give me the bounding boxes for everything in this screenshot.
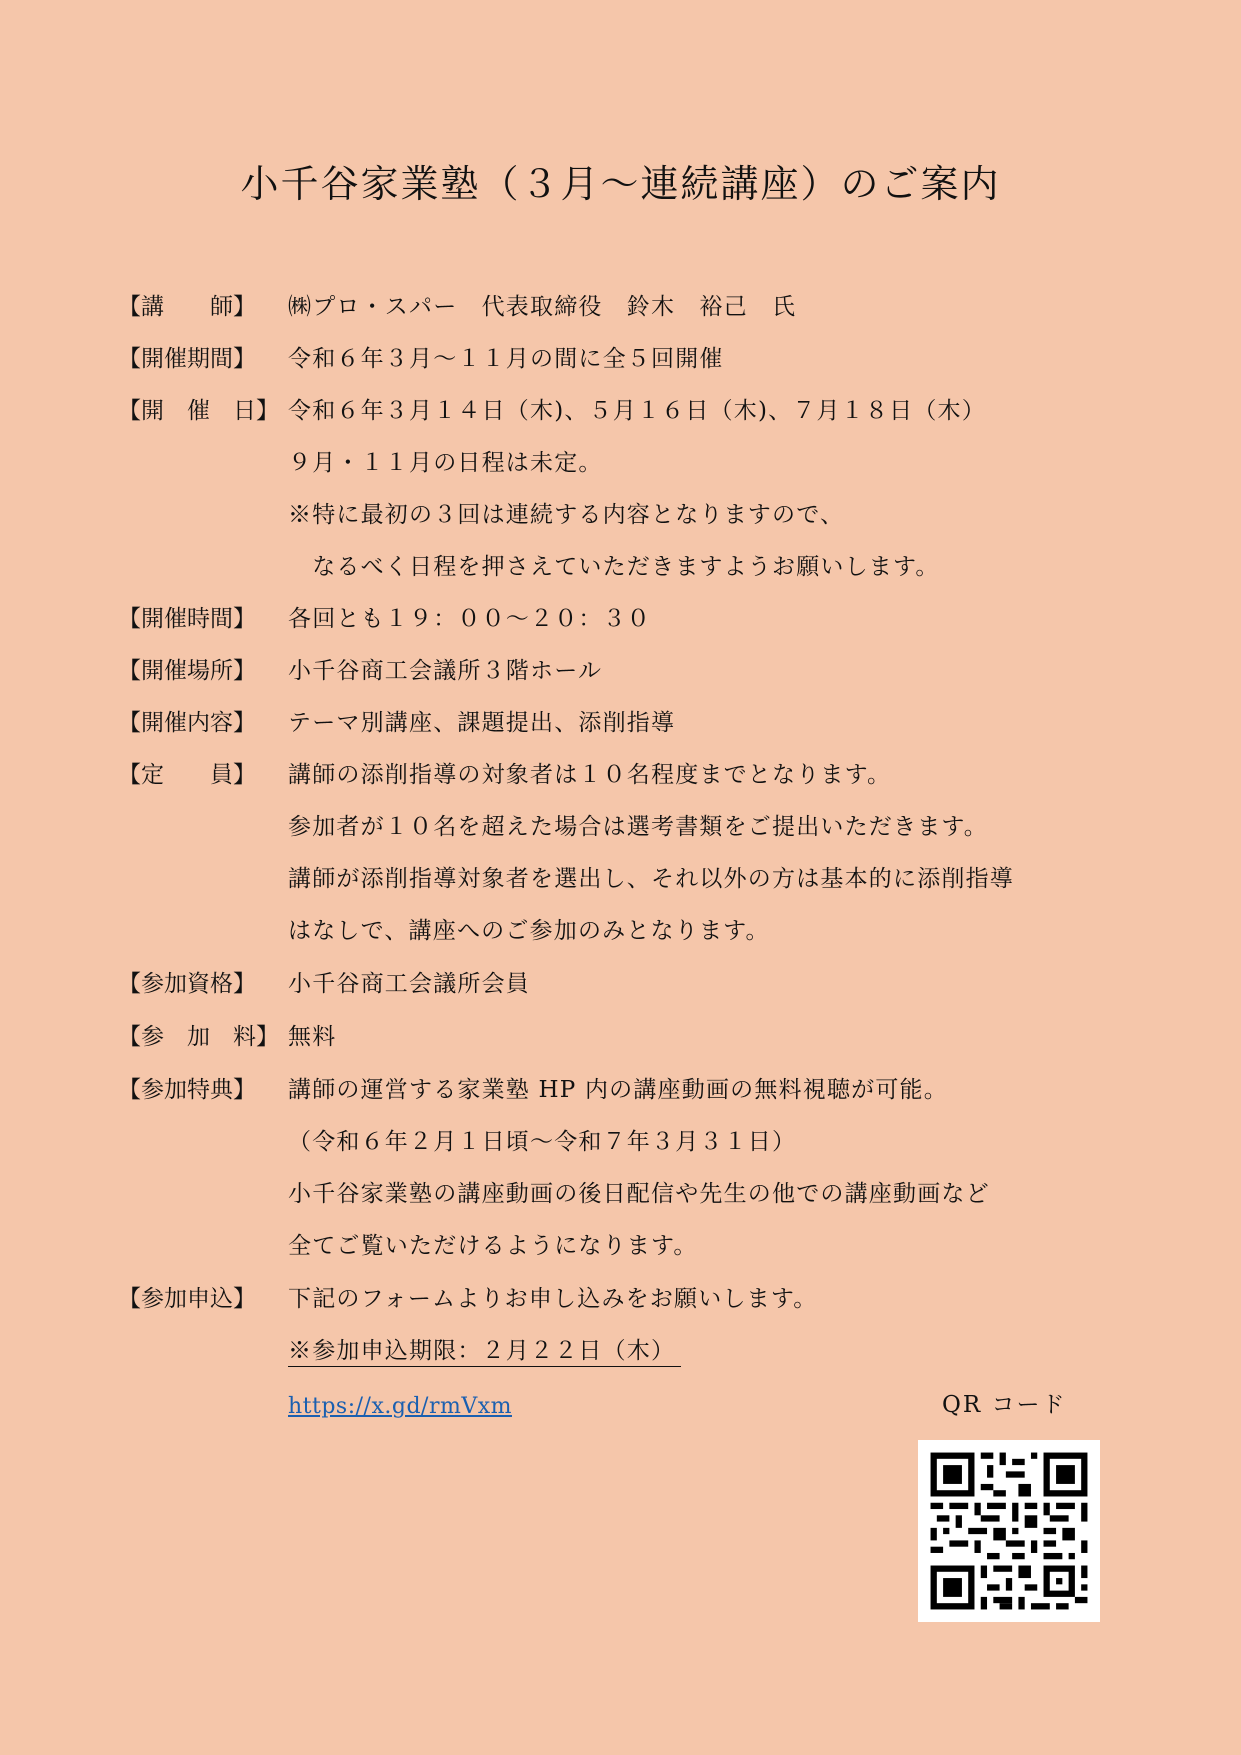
page-title: 小千谷家業塾（３月～連続講座）のご案内 — [240, 162, 1001, 206]
text-benefits-3: 小千谷家業塾の講座動画の後日配信や先生の他での講座動画など — [288, 1181, 990, 1207]
label-time: 【開催時間】 — [118, 606, 256, 632]
text-instructor: ㈱プロ・スパー 代表取締役 鈴木 裕己 氏 — [288, 294, 797, 320]
text-capacity-3: 講師が添削指導対象者を選出し、それ以外の方は基本的に添削指導 — [288, 866, 1014, 892]
text-dates-2: ９月・１１月の日程は未定。 — [288, 450, 603, 476]
text-eligibility: 小千谷商工会議所会員 — [288, 971, 530, 997]
text-capacity-2: 参加者が１０名を超えた場合は選考書類をご提出いただきます。 — [288, 814, 988, 840]
text-time: 各回とも１９：００～２０：３０ — [288, 606, 651, 632]
text-venue: 小千谷商工会議所３階ホール — [288, 658, 603, 684]
text-dates-1: 令和６年３月１４日（木)、５月１６日（木)、７月１８日（木） — [288, 398, 986, 424]
qr-code-icon — [918, 1440, 1100, 1622]
text-benefits-4: 全てご覧いただけるようになります。 — [288, 1233, 698, 1259]
text-application-1: 下記のフォームよりお申し込みをお願いします。 — [288, 1286, 818, 1312]
qr-code[interactable] — [918, 1440, 1100, 1622]
text-benefits-1: 講師の運営する家業塾 HP 内の講座動画の無料視聴が可能。 — [288, 1077, 948, 1103]
label-capacity: 【定 員】 — [118, 762, 256, 788]
text-capacity-4: はなしで、講座へのご参加のみとなります。 — [288, 918, 770, 944]
text-content: テーマ別講座、課題提出、添削指導 — [288, 710, 676, 736]
label-dates: 【開 催 日】 — [118, 398, 279, 424]
text-period: 令和６年３月～１１月の間に全５回開催 — [288, 346, 724, 372]
label-eligibility: 【参加資格】 — [118, 971, 256, 997]
label-venue: 【開催場所】 — [118, 658, 256, 684]
label-application: 【参加申込】 — [118, 1286, 256, 1312]
text-capacity-1: 講師の添削指導の対象者は１０名程度までとなります。 — [288, 762, 892, 788]
label-fee: 【参 加 料】 — [118, 1024, 279, 1050]
text-benefits-2: （令和６年２月１日頃～令和７年３月３１日） — [288, 1129, 797, 1155]
label-instructor: 【講 師】 — [118, 294, 256, 320]
application-deadline: ※参加申込期限：２月２２日（木） — [288, 1336, 681, 1367]
label-content: 【開催内容】 — [118, 710, 256, 736]
text-fee: 無料 — [288, 1024, 337, 1050]
label-period: 【開催期間】 — [118, 346, 256, 372]
label-benefits: 【参加特典】 — [118, 1077, 256, 1103]
qr-code-label: QR コード — [942, 1392, 1067, 1418]
text-dates-4: なるべく日程を押さえていただきますようお願いします。 — [288, 554, 940, 580]
text-dates-3: ※特に最初の３回は連続する内容となりますので、 — [288, 502, 845, 528]
application-form-link[interactable]: https://x.gd/rmVxm — [288, 1394, 512, 1419]
